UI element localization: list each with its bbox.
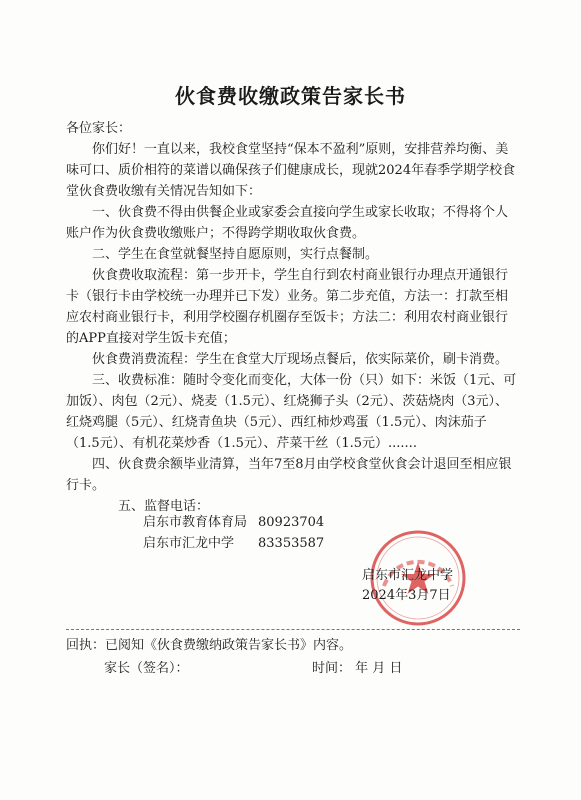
tear-off-divider <box>66 629 520 630</box>
paragraph-fee-standard: 三、收费标准：随时令变化而变化，大体一份（只）如下：米饭（1元、可加饭）、肉包（2元）、烧麦（1.5元）、红烧狮子头（2元）、茨菇烧肉（3元）、红烧鸡腿（5元）、红烧青鱼块（5元）、西红柿炒鸡蛋（1.5元）、肉沫茄子（1.5元）、有机花菜炒香（1.5元）、芹菜干丝（1.5元）....... <box>66 373 517 451</box>
notice-body <box>66 118 520 517</box>
salutation: 各位家长： <box>66 121 132 136</box>
paragraph-intro: 你们好！一直以来，我校食堂坚持“保本不盈利”原则，安排营养均衡、美味可口、质价相符的菜谱以确保孩子们健康成长，现就2024年春季学期学校食堂伙食费收缴有关情况告知如下： <box>66 142 516 199</box>
receipt-date-label: 时间： 年 月 日 <box>312 661 403 676</box>
signoff-date: 2024年3月7日 <box>362 588 451 603</box>
receipt-text: 回执：已阅知《伙食费缴纳政策告家长书》内容。 <box>66 638 353 653</box>
hotline-org: 启东市教育体育局 <box>143 515 248 530</box>
hotline-row <box>143 533 324 554</box>
hotline-list <box>143 512 324 554</box>
hotline-org: 启东市汇龙中学 <box>143 536 235 551</box>
hotline-phone: 80923704 <box>258 515 325 530</box>
paragraph-rule-2: 二、学生在食堂就餐坚持自愿原则，实行点餐制。 <box>92 247 379 262</box>
paragraph-rule-1: 一、伙食费不得由供餐企业或家委会直接向学生或家长收取；不得将个人账户作为伙食费收缴账户；不得跨学期收取伙食费。 <box>66 205 509 241</box>
paragraph-collection-process: 伙食费收取流程：第一步开卡，学生自行到农村商业银行办理点开通银行卡（银行卡由学校统一办理并已下发）业务。第二步充值，方法一：打款至相应农村商业银行卡，利用学校圈存机圈存至饭卡；方法二：利用农村商业银行的APP直接对学生饭卡充值； <box>66 268 509 346</box>
hotline-row <box>143 512 324 533</box>
signoff <box>362 566 453 606</box>
notice-title: 伙食费收缴政策告家长书 <box>175 84 406 108</box>
signoff-school: 启东市汇龙中学 <box>362 568 454 583</box>
paragraph-hotline-heading: 五、监督电话： <box>118 499 210 514</box>
parent-signature-label: 家长（签名）： <box>104 661 189 676</box>
paragraph-rule-4: 四、伙食费余额毕业清算，当年7至8月由学校食堂伙食会计退回至相应银行卡。 <box>66 457 512 493</box>
paragraph-consumption-process: 伙食费消费流程：学生在食堂大厅现场点餐后，依实际菜价，刷卡消费。 <box>92 352 509 367</box>
hotline-phone: 83353587 <box>258 536 325 551</box>
